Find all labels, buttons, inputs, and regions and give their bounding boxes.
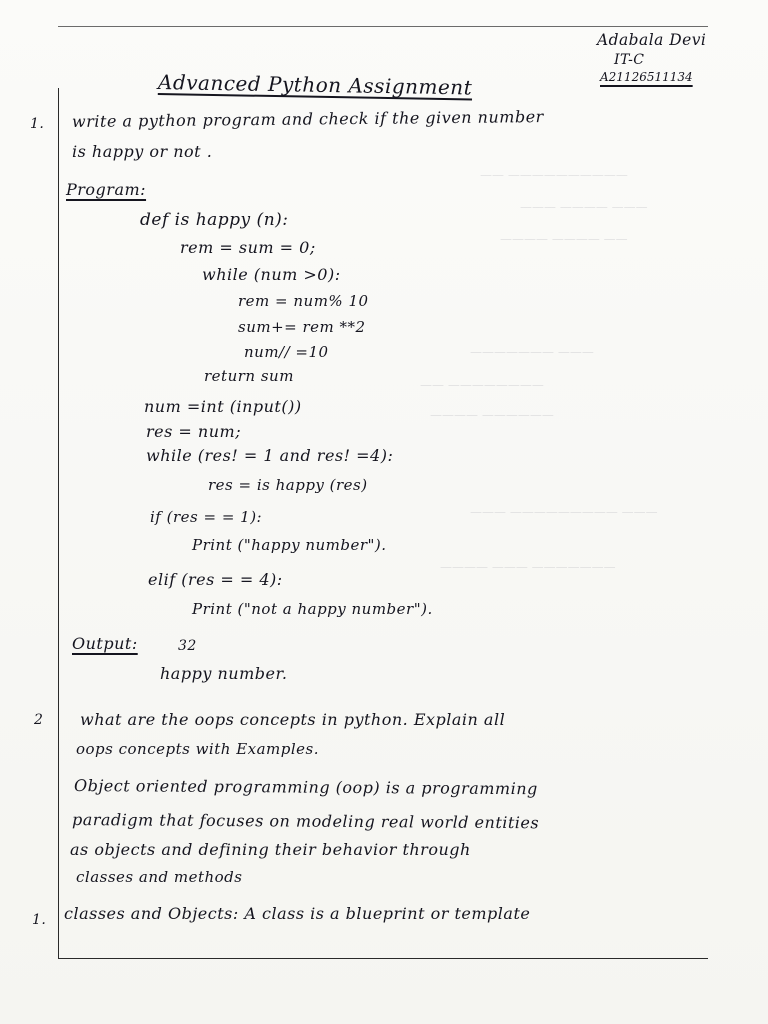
question-2-line-2: oops concepts with Examples. [76,740,320,758]
code-line: num =int (input()) [144,397,302,416]
code-line: elif (res = = 4): [148,570,283,589]
answer-paragraph-line: as objects and defining their behavior through [70,840,471,859]
code-line: return sum [204,367,294,385]
list-item-number: 1. [32,912,47,928]
bottom-rule [58,958,708,959]
margin-line [58,88,59,958]
question-1-line-1: write a python program and check if the given number [71,107,544,131]
page-title: Advanced Python Assignment [157,70,473,100]
student-name: Adabala Devi [597,30,707,49]
answer-paragraph-line: Object oriented programming (oop) is a programming [73,776,538,799]
output-input-value: 32 [178,638,197,654]
top-rule [58,26,708,27]
bleed-through-text: ——— ————————— ——— [470,505,658,519]
bleed-through-text: ———————— —— [420,378,544,392]
question-2-number: 2 [34,712,44,728]
list-item-line: classes and Objects: A class is a blueprint or template [64,904,531,923]
student-section: IT-C [614,52,645,68]
code-line: Print ("not a happy number"). [192,600,433,618]
code-line: rem = sum = 0; [180,238,316,257]
student-roll-number: A21126511134 [600,70,693,84]
question-2-line-1: what are the oops concepts in python. Explain all [80,710,506,729]
answer-paragraph-line: classes and methods [76,868,243,886]
answer-paragraph-line: paradigm that focuses on modeling real world entities [71,810,540,833]
code-line: res = num; [146,422,242,441]
output-result: happy number. [160,664,288,683]
code-line: sum+= rem **2 [238,318,366,336]
bleed-through-text: —— ———— ———— [500,232,628,246]
question-1-line-2: is happy or not . [72,142,213,161]
code-line: while (num >0): [202,265,341,284]
program-heading: Program: [66,180,147,199]
code-line: if (res = = 1): [150,508,263,526]
bleed-through-text: —————————— —— [480,168,628,182]
bleed-through-text: —————— ———— [430,408,554,422]
code-line: num// =10 [244,343,329,361]
output-heading: Output: [72,634,138,653]
bleed-through-text: ——— ——————— [470,345,594,359]
question-1-number: 1. [30,116,45,132]
bleed-through-text: ——————— ——— ———— [440,560,616,574]
bleed-through-text: ——— ———— ——— [520,200,648,214]
code-line: res = is happy (res) [208,476,368,494]
code-line: def is happy (n): [140,210,289,230]
code-line: rem = num% 10 [238,292,369,310]
code-line: while (res! = 1 and res! =4): [146,446,394,465]
code-line: Print ("happy number"). [192,536,387,554]
